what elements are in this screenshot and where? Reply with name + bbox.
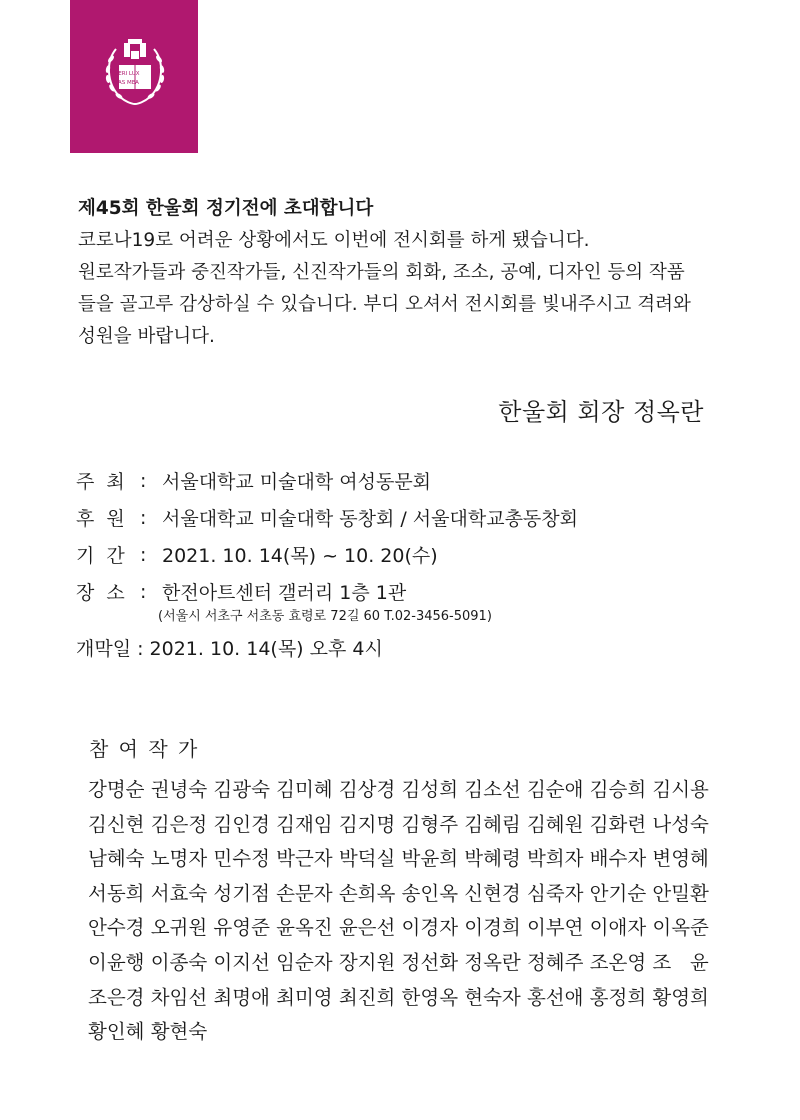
artists-line: 남혜숙 노명자 민수정 박근자 박덕실 박윤희 박혜령 박희자 배수자 변영혜 <box>88 847 709 871</box>
info-value: 서울대학교 미술대학 동창회 / 서울대학교총동창회 <box>162 508 578 530</box>
opening-date: 개막일 : 2021. 10. 14(목) 오후 4시 <box>76 638 383 660</box>
venue-address: (서울시 서초구 서초동 효령로 72길 60 T.02-3456-5091) <box>158 609 492 624</box>
info-value: 한전아트센터 갤러리 1층 1관 <box>162 582 407 604</box>
info-colon: : <box>140 506 147 529</box>
artists-line: 김신현 김은정 김인경 김재임 김지명 김형주 김혜림 김혜원 김화련 나성숙 <box>88 812 709 836</box>
president-signature: 한울회 회장 정옥란 <box>498 398 704 426</box>
info-label: 후 원 <box>76 508 125 530</box>
invitation-heading: 제45회 한울회 정기전에 초대합니다 <box>78 198 374 219</box>
artists-line: 안수경 오귀원 유영준 윤옥진 윤은선 이경자 이경희 이부연 이애자 이옥준 <box>88 916 709 940</box>
intro-line: 코로나19로 어려운 상황에서도 이번에 전시회를 하게 됐습니다. <box>78 230 590 251</box>
info-label: 장 소 <box>76 582 125 604</box>
invitation-intro <box>78 193 738 353</box>
info-label: 주 최 <box>76 471 125 493</box>
emblem-text-tas: TAS MEA <box>115 80 139 86</box>
info-colon: : <box>140 580 147 603</box>
artists-line: 강명순 권녕숙 김광숙 김미혜 김상경 김성희 김소선 김순애 김승희 김시용 <box>88 778 709 801</box>
event-info <box>76 462 578 610</box>
info-colon: : <box>140 543 147 566</box>
university-emblem-icon <box>102 37 168 107</box>
artists-line: 이윤행 이종숙 이지선 임순자 장지원 정선화 정옥란 정혜주 조온영 조 윤 <box>88 950 709 974</box>
artists-list <box>88 774 728 1051</box>
info-value: 2021. 10. 14(목) ~ 10. 20(수) <box>162 545 438 567</box>
info-row-period <box>76 536 578 573</box>
info-row-sponsor <box>76 499 578 536</box>
emblem-text-veri: VERI LUX <box>114 71 140 77</box>
intro-line: 들을 골고루 감상하실 수 있습니다. 부디 오셔서 전시회를 빛내주시고 격려와 <box>78 294 691 315</box>
artists-line: 서동희 서효숙 성기점 손문자 손희옥 송인옥 신현경 심죽자 안기순 안밀환 <box>88 881 709 905</box>
info-value: 서울대학교 미술대학 여성동문회 <box>162 471 432 493</box>
artists-title: 참 여 작 가 <box>89 737 200 761</box>
info-label: 기 간 <box>76 545 125 567</box>
info-colon: : <box>140 469 147 492</box>
logo-block <box>70 0 198 153</box>
info-row-host <box>76 462 578 499</box>
intro-line: 성원을 바랍니다. <box>78 326 215 347</box>
artists-line: 황인혜 황현숙 <box>88 1020 208 1044</box>
artists-line: 조은경 차임선 최명애 최미영 최진희 한영옥 현숙자 홍선애 홍정희 황영희 <box>88 985 709 1009</box>
intro-line: 원로작가들과 중진작가들, 신진작가들의 회화, 조소, 공예, 디자인 등의 작품 <box>78 262 685 283</box>
